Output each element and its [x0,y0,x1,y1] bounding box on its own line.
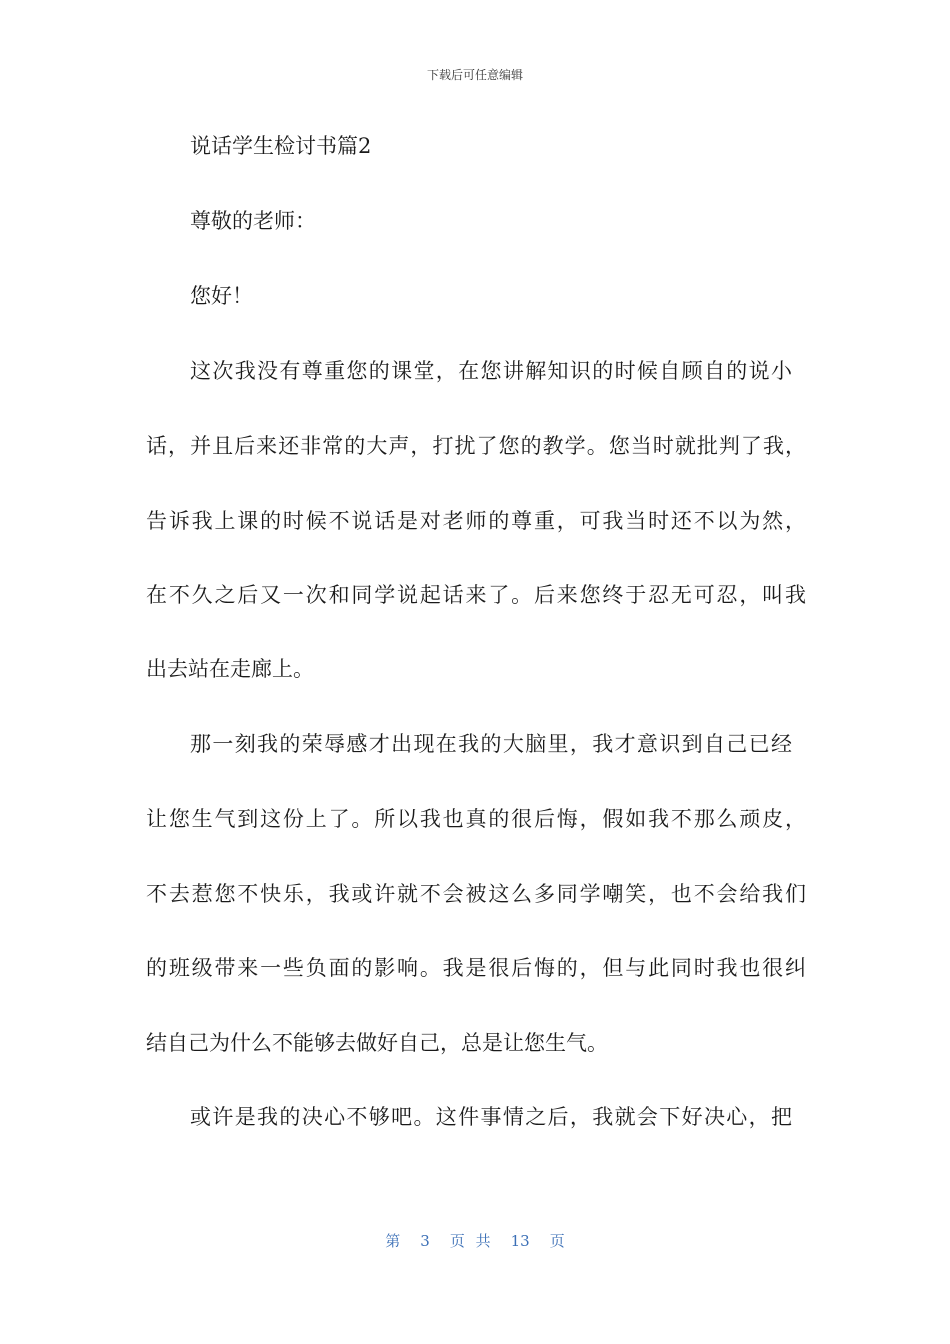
paragraph-line: 不去惹您不快乐，我或许就不会被这么多同学嘲笑，也不会给我们 [146,882,806,906]
page-header: 下载后可任意编辑 [426,68,523,82]
paragraph-line: 那一刻我的荣辱感才出现在我的大脑里，我才意识到自己已经 [190,732,792,756]
paragraph-line: 的班级带来一些负面的影响。我是很后悔的，但与此同时我也很纠 [146,956,806,980]
document-title: 说话学生检讨书篇2 [190,134,372,158]
greeting: 您好！ [190,284,253,308]
paragraph-line: 或许是我的决心不够吧。这件事情之后，我就会下好决心，把 [190,1105,792,1129]
footer-label-ye-gong: 页 共 [449,1232,491,1250]
footer-total-pages: 13 [510,1232,530,1250]
footer-label-di: 第 [385,1232,401,1250]
salutation: 尊敬的老师： [190,209,316,233]
paragraph-line: 话，并且后来还非常的大声，打扰了您的教学。您当时就批判了我， [146,434,806,458]
footer-label-ye: 页 [549,1232,565,1250]
paragraph-line: 在不久之后又一次和同学说起话来了。后来您终于忍无可忍，叫我 [146,583,806,607]
footer-current-page: 3 [420,1232,430,1250]
paragraph-line: 这次我没有尊重您的课堂，在您讲解知识的时候自顾自的说小 [190,359,792,383]
paragraph-line: 出去站在走廊上。 [146,657,314,681]
paragraph-line: 让您生气到这份上了。所以我也真的很后悔，假如我不那么顽皮， [146,807,806,831]
paragraph-line: 结自己为什么不能够去做好自己，总是让您生气。 [146,1031,608,1055]
paragraph-line: 告诉我上课的时候不说话是对老师的尊重，可我当时还不以为然， [146,509,806,533]
page-footer [0,1230,950,1251]
